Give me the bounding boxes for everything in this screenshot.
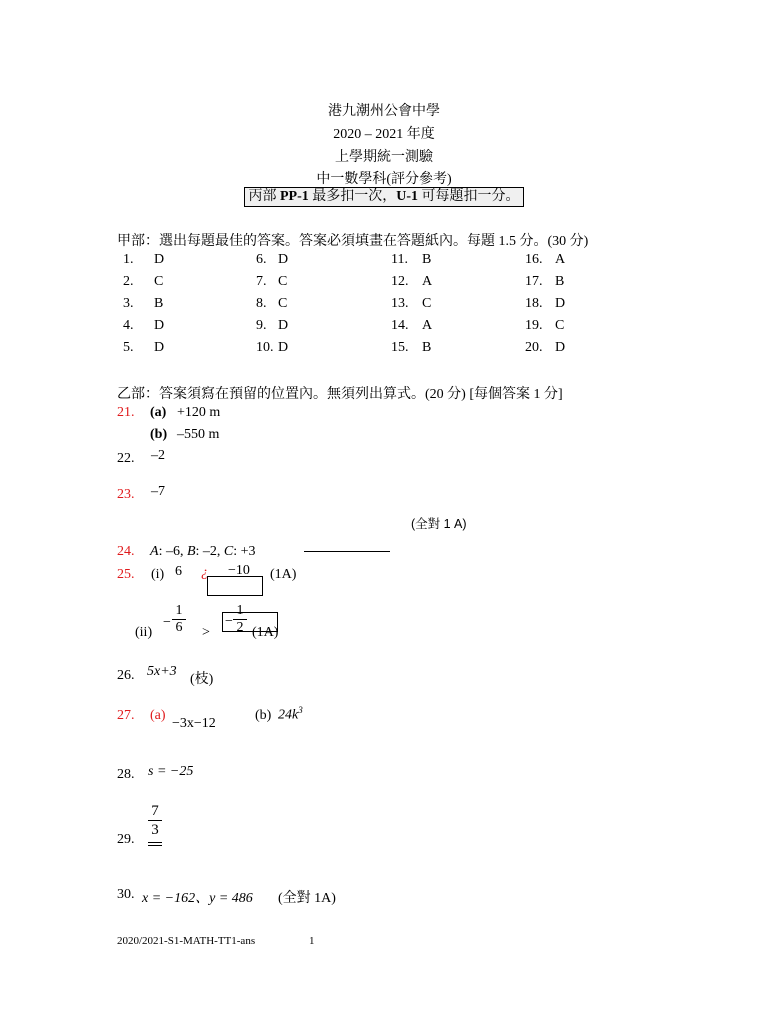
q24-answer xyxy=(150,544,256,560)
q28-answer: s = −25 xyxy=(148,764,194,779)
mc-question-number: 3. xyxy=(123,296,134,311)
mc-question-number: 12. xyxy=(391,274,409,289)
q21-number: 21. xyxy=(117,405,135,420)
school-name: 港九潮州公會中學 xyxy=(328,104,440,119)
q24-c-value: : +3 xyxy=(233,544,256,559)
underline xyxy=(148,845,162,846)
mc-question-number: 15. xyxy=(391,340,409,355)
q25ii-right-numerator: 1 xyxy=(236,603,244,618)
mc-answer: D xyxy=(154,340,165,355)
mc-answer: B xyxy=(422,340,432,355)
q25ii-right-sign: − xyxy=(225,614,233,629)
mc-question-number: 1. xyxy=(123,252,134,267)
q23-number: 23. xyxy=(117,487,135,502)
mc-question-number: 8. xyxy=(256,296,267,311)
q27b-exponent: 3 xyxy=(298,705,303,715)
q25ii-right-fraction xyxy=(233,603,247,636)
q25i-right: −10 xyxy=(228,563,250,578)
mc-answer: C xyxy=(278,274,288,289)
page-number: 1 xyxy=(309,935,315,947)
mc-answer: C xyxy=(422,296,432,311)
q25i-label: (i) xyxy=(151,567,165,582)
q25i-left: 6 xyxy=(175,564,182,579)
q25ii-left-sign: − xyxy=(163,615,171,630)
mc-answer: C xyxy=(555,318,565,333)
mc-answer: D xyxy=(278,340,289,355)
q25ii-left-denominator: 6 xyxy=(175,620,183,635)
notice-prefix: 丙部 xyxy=(248,189,280,204)
q30-note: (全對 1A) xyxy=(278,891,336,906)
mc-answer: A xyxy=(422,318,433,333)
mc-answer: A xyxy=(555,252,566,267)
q25ii-right-denominator: 2 xyxy=(236,620,244,635)
mc-question-number: 18. xyxy=(525,296,543,311)
mc-answer: B xyxy=(422,252,432,267)
q26-answer: 5x+3 xyxy=(147,664,177,679)
exam-name: 上學期統一測驗 xyxy=(335,150,433,165)
mc-question-number: 17. xyxy=(525,274,543,289)
mc-question-number: 14. xyxy=(391,318,409,333)
q27a-answer: −3x−12 xyxy=(172,716,216,731)
mc-answer: C xyxy=(154,274,164,289)
q25ii-left-fraction xyxy=(172,603,186,636)
section-b-heading: 乙部：答案須寫在預留的位置內。無須列出算式。(20 分) [每個答案 1 分] xyxy=(117,387,563,402)
mc-question-number: 11. xyxy=(391,252,408,267)
q25ii-left-numerator: 1 xyxy=(175,603,183,618)
mc-answer: B xyxy=(555,274,565,289)
q30-number: 30. xyxy=(117,887,135,902)
q25ii-label: (ii) xyxy=(135,625,153,640)
mc-answer: D xyxy=(278,252,289,267)
marking-notice xyxy=(0,187,768,207)
answer-line xyxy=(304,551,390,552)
q23-answer: –7 xyxy=(151,484,165,499)
mc-question-number: 10. xyxy=(256,340,274,355)
q29-number: 29. xyxy=(117,832,135,847)
q22-number: 22. xyxy=(117,451,135,466)
q25i-mark: (1A) xyxy=(270,567,297,582)
q24-a-label: A xyxy=(150,544,159,559)
mc-question-number: 19. xyxy=(525,318,543,333)
subject-title: 中一數學科(評分參考) xyxy=(316,172,452,187)
q24-c-label: C xyxy=(223,544,234,559)
q24-number: 24. xyxy=(117,544,135,559)
notice-pp: PP-1 xyxy=(279,189,309,204)
q28-number: 28. xyxy=(117,767,135,782)
mc-question-number: 9. xyxy=(256,318,267,333)
mc-answer: D xyxy=(154,252,165,267)
mc-question-number: 13. xyxy=(391,296,409,311)
q24-a-value: : –6, xyxy=(158,544,187,559)
mc-answer: D xyxy=(555,296,566,311)
footer-code: 2020/2021-S1-MATH-TT1-ans xyxy=(117,935,256,947)
q21a-answer: +120 m xyxy=(177,405,221,420)
underline xyxy=(148,842,162,843)
q21b-answer: –550 m xyxy=(177,427,220,442)
q25ii-mark: (1A) xyxy=(252,625,279,640)
notice-mid: 最多扣一次， xyxy=(308,189,397,204)
mc-answer: D xyxy=(555,340,566,355)
mc-question-number: 6. xyxy=(256,252,267,267)
mc-question-number: 16. xyxy=(525,252,543,267)
q29-fraction xyxy=(148,802,162,839)
q22-answer: –2 xyxy=(151,448,165,463)
q27b-answer xyxy=(278,705,303,724)
q21b-label: (b) xyxy=(150,427,168,442)
q23-note: (全對 1 A) xyxy=(411,517,467,531)
mc-question-number: 20. xyxy=(525,340,543,355)
q25i-symbol: ¿ xyxy=(201,565,208,580)
q26-unit: (枝) xyxy=(190,672,214,687)
q27a-label: (a) xyxy=(150,708,166,723)
school-year: 2020 – 2021 年度 xyxy=(333,127,435,142)
q21a-label: (a) xyxy=(150,405,167,420)
q25ii-operator: > xyxy=(202,625,210,640)
notice-u: U-1 xyxy=(396,189,419,204)
q24-b-value: : –2, xyxy=(195,544,224,559)
q27b-base: 24k xyxy=(278,707,299,723)
q26-number: 26. xyxy=(117,668,135,683)
mc-answer: C xyxy=(278,296,288,311)
q25-number: 25. xyxy=(117,567,135,582)
notice-suffix: 可每題扣一分。 xyxy=(418,189,520,204)
q29-denominator: 3 xyxy=(151,822,159,838)
mc-question-number: 5. xyxy=(123,340,134,355)
q29-numerator: 7 xyxy=(151,803,159,819)
q27b-label: (b) xyxy=(255,708,272,723)
q30-answer: x = −162、y = 486 xyxy=(142,891,253,906)
q24-b-label: B xyxy=(186,544,196,559)
mc-question-number: 2. xyxy=(123,274,134,289)
mc-answer: D xyxy=(278,318,289,333)
answer-box xyxy=(207,576,263,596)
mc-answer: B xyxy=(154,296,164,311)
mc-answer: A xyxy=(422,274,433,289)
mc-question-number: 7. xyxy=(256,274,267,289)
section-a-heading: 甲部：選出每題最佳的答案。答案必須填畫在答題紙內。每題 1.5 分。(30 分) xyxy=(117,234,589,249)
q27-number: 27. xyxy=(117,708,135,723)
mc-answer: D xyxy=(154,318,165,333)
mc-question-number: 4. xyxy=(123,318,134,333)
